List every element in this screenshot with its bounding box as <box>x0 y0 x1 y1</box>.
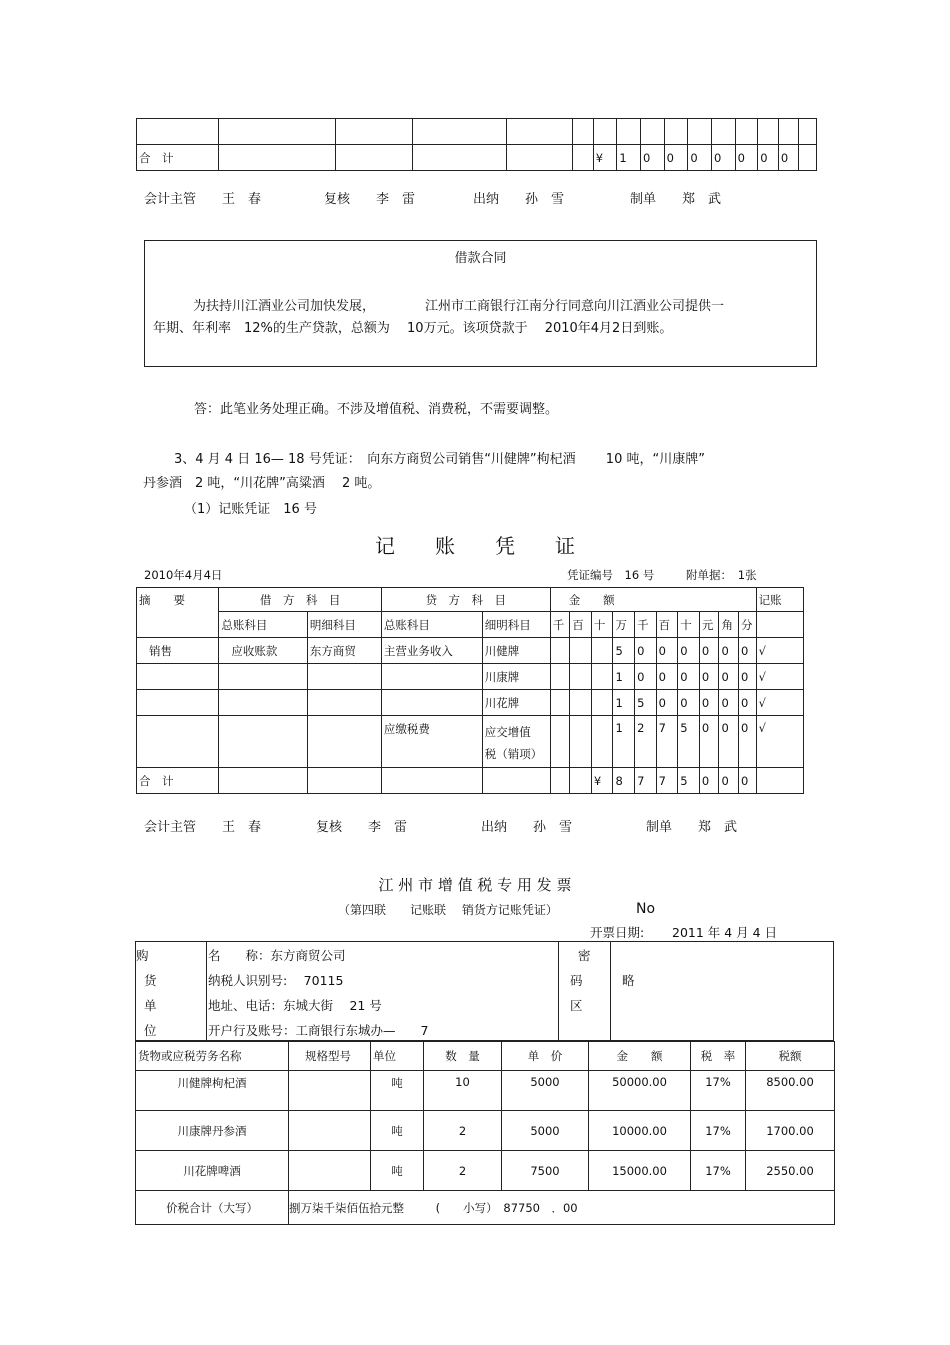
buyer-char: 位 <box>144 1023 157 1038</box>
row-digit: 0 <box>635 638 657 664</box>
invoice-total-value <box>289 1191 835 1225</box>
row-digit: 0 <box>678 664 700 690</box>
digit-header: 十 <box>678 612 700 638</box>
top-total-digit: 0 <box>758 145 779 171</box>
credit-detail-header: 细明科目 <box>482 612 550 638</box>
col-header-rate: 税 率 <box>691 1042 746 1071</box>
invoice-item-row <box>136 1151 835 1191</box>
item-price: 7500 <box>502 1151 589 1191</box>
row-digit <box>591 664 613 690</box>
row-digit <box>591 638 613 664</box>
row-digit: 0 <box>699 664 719 690</box>
voucher-total-row <box>137 768 804 794</box>
voucher-total-label: 合 计 <box>137 768 219 794</box>
invoice-subtitle: （第四联 记账联 销货方记账凭证） <box>338 903 558 917</box>
row-digit <box>570 638 592 664</box>
digit-header: 分 <box>738 612 756 638</box>
contract-line1-b: 江州市工商银行江南分行同意向川江酒业公司提供一 <box>425 299 725 314</box>
col-header-tax: 税额 <box>746 1042 835 1071</box>
voucher-row <box>137 690 804 716</box>
item-qty: 2 <box>424 1151 502 1191</box>
row-posted-mark: √ <box>756 638 803 664</box>
invoice-number-label: No <box>636 901 656 917</box>
voucher-row <box>137 716 804 768</box>
row-digit: 0 <box>738 664 756 690</box>
debit-detail-header: 明细科目 <box>307 612 381 638</box>
row-digit: 0 <box>719 638 739 664</box>
reviewer-signature: 复核 李 雷 <box>316 820 408 835</box>
item-unit: 吨 <box>371 1071 424 1111</box>
row-digit <box>550 664 570 690</box>
voucher-row <box>137 638 804 664</box>
row-digit: 0 <box>738 716 756 768</box>
row-debit-detail: 东方商贸 <box>307 638 381 664</box>
voucher-header-row <box>137 588 804 612</box>
row-digit <box>570 690 592 716</box>
item-rate: 17% <box>691 1071 746 1111</box>
buyer-address: 地址、电话：东城大街 21 号 <box>208 998 382 1013</box>
row-digit <box>570 716 592 768</box>
row-digit: 0 <box>699 690 719 716</box>
row-digit: 0 <box>719 664 739 690</box>
row-digit: 0 <box>678 690 700 716</box>
col-header-price: 单 价 <box>502 1042 589 1071</box>
credit-general-header: 总账科目 <box>381 612 482 638</box>
top-table <box>136 118 817 171</box>
voucher-title: 记 账 凭 证 <box>375 534 575 558</box>
invoice-total-label: 价税合计（大写） <box>136 1191 289 1225</box>
invoice-buyer-section <box>135 941 834 1041</box>
row-digit: 7 <box>656 716 678 768</box>
voucher-total-currency: ¥ <box>591 768 613 794</box>
top-total-digit: 0 <box>641 145 665 171</box>
invoice-total-upper: 捌万柒千柒佰伍拾元整 <box>289 1200 404 1215</box>
row-digit: 0 <box>656 690 678 716</box>
invoice-item-row <box>136 1111 835 1151</box>
item-unit: 吨 <box>371 1111 424 1151</box>
voucher-subheader-row <box>137 612 804 638</box>
digit-header: 角 <box>719 612 739 638</box>
invoice-title: 江 州 市 增 值 税 专 用 发 票 <box>378 876 572 894</box>
row-posted-mark: √ <box>756 664 803 690</box>
invoice-total-lower: ( 小写） 87750 ．00 <box>435 1200 578 1215</box>
row-digit <box>591 716 613 768</box>
digit-header: 千 <box>635 612 657 638</box>
amount-header: 金 额 <box>550 588 756 612</box>
col-header-qty: 数 量 <box>424 1042 502 1071</box>
row-posted-mark: √ <box>756 690 803 716</box>
item-amount: 10000.00 <box>589 1111 691 1151</box>
top-total-digit: 0 <box>711 145 735 171</box>
row-digit: 0 <box>719 690 739 716</box>
row-digit: 0 <box>738 690 756 716</box>
invoice-item-row <box>136 1071 835 1111</box>
row-credit-general: 主营业务收入 <box>381 638 482 664</box>
invoice-total-row <box>136 1191 835 1225</box>
item-name: 川花牌啤酒 <box>136 1151 289 1191</box>
top-total-label: 合 计 <box>137 145 219 171</box>
item-name: 川康牌丹参酒 <box>136 1111 289 1151</box>
row-digit: 1 <box>613 664 635 690</box>
row-digit <box>550 638 570 664</box>
buyer-bank: 开户行及账号：工商银行东城办— 7 <box>208 1023 429 1038</box>
voucher-number: 凭证编号 16 号 <box>567 568 655 582</box>
row-credit-detail: 川健牌 <box>482 638 550 664</box>
row-digit: 0 <box>738 638 756 664</box>
secret-char: 码 <box>570 973 583 988</box>
row-digit: 2 <box>635 716 657 768</box>
total-digit: 8 <box>613 768 635 794</box>
item3-sub: （1）记账凭证 16 号 <box>184 502 317 517</box>
digit-header: 百 <box>570 612 592 638</box>
row-digit: 1 <box>613 690 635 716</box>
row-digit: 0 <box>656 638 678 664</box>
contract-line1-a: 为扶持川江酒业公司加快发展， <box>193 299 376 314</box>
cashier-signature: 出纳 孙 雪 <box>473 192 565 207</box>
row-posted-mark: √ <box>756 716 803 768</box>
summary-header: 摘 要 <box>137 588 219 638</box>
row-summary: 销售 <box>137 638 219 664</box>
item-qty: 2 <box>424 1111 502 1151</box>
row-digit: 0 <box>699 638 719 664</box>
total-digit: 0 <box>699 768 719 794</box>
debit-general-header: 总账科目 <box>219 612 308 638</box>
row-credit-detail-line2: 税（销项） <box>484 747 543 761</box>
secret-char: 密 <box>578 948 591 963</box>
digit-header: 万 <box>613 612 635 638</box>
row-digit: 0 <box>678 638 700 664</box>
row-digit <box>550 716 570 768</box>
invoice-goods-header <box>136 1042 835 1071</box>
reviewer-signature: 复核 李 雷 <box>324 192 416 207</box>
contract-title: 借款合同 <box>454 251 507 266</box>
row-debit-general: 应收账款 <box>219 638 308 664</box>
item3-line1: 3、4 月 4 日 16— 18 号凭证： 向东方商贸公司销售“川健牌”枸杞酒 10 吨，“川康牌” <box>174 452 705 467</box>
digit-header: 元 <box>699 612 719 638</box>
row-credit-detail-line1: 应交增值 <box>484 725 531 739</box>
debit-header: 借 方 科 目 <box>219 588 382 612</box>
item3-line2: 丹参酒 2 吨，“川花牌”高粱酒 2 吨。 <box>143 476 381 491</box>
item-price: 5000 <box>502 1071 589 1111</box>
row-credit-general: 应缴税费 <box>381 716 482 768</box>
item-tax: 2550.00 <box>746 1151 835 1191</box>
col-header-unit: 单位 <box>371 1042 424 1071</box>
supervisor-signature: 会计主管 王 春 <box>144 192 262 207</box>
item-rate: 17% <box>691 1151 746 1191</box>
row-digit <box>591 690 613 716</box>
item-name: 川健牌枸杞酒 <box>136 1071 289 1111</box>
secret-char: 区 <box>570 998 583 1013</box>
posted-header: 记账 <box>756 588 803 612</box>
invoice-date-label: 开票日期: <box>590 925 645 940</box>
item-tax: 1700.00 <box>746 1111 835 1151</box>
invoice-goods-table <box>135 1041 835 1225</box>
row-digit: 0 <box>656 664 678 690</box>
row-digit: 5 <box>613 638 635 664</box>
top-total-digit: 0 <box>688 145 712 171</box>
total-digit: 0 <box>738 768 756 794</box>
cashier-signature: 出纳 孙 雪 <box>481 820 573 835</box>
top-total-digit: 1 <box>617 145 641 171</box>
buyer-char: 货 <box>144 973 157 988</box>
total-digit: 5 <box>678 768 700 794</box>
maker-signature: 制单 郑 武 <box>630 192 722 207</box>
voucher-date: 2010年4月4日 <box>144 568 223 582</box>
invoice-date: 2011 年 4 月 4 日 <box>672 925 778 940</box>
buyer-char: 单 <box>144 998 157 1013</box>
item-price: 5000 <box>502 1111 589 1151</box>
col-header-amount: 金 额 <box>589 1042 691 1071</box>
voucher-row <box>137 664 804 690</box>
top-table-row-blank <box>137 119 817 145</box>
col-header-spec: 规格型号 <box>289 1042 371 1071</box>
col-header-name: 货物或应税劳务名称 <box>136 1042 289 1071</box>
row-digit <box>550 690 570 716</box>
buyer-char: 购 <box>136 948 149 963</box>
item-amount: 50000.00 <box>589 1071 691 1111</box>
credit-header: 贷 方 科 目 <box>381 588 550 612</box>
top-total-digit: 0 <box>735 145 758 171</box>
row-credit-detail: 川康牌 <box>482 664 550 690</box>
row-digit: 0 <box>635 664 657 690</box>
item-qty: 10 <box>424 1071 502 1111</box>
item-amount: 15000.00 <box>589 1151 691 1191</box>
digit-header: 百 <box>656 612 678 638</box>
top-table-total-row <box>137 145 817 171</box>
row-digit: 5 <box>678 716 700 768</box>
buyer-taxid: 纳税人识别号: 70115 <box>208 973 344 988</box>
maker-signature: 制单 郑 武 <box>646 820 738 835</box>
row-credit-detail: 川花牌 <box>482 690 550 716</box>
digit-header: 千 <box>550 612 570 638</box>
buyer-name: 名 称：东方商贸公司 <box>208 948 346 963</box>
row-credit-detail <box>482 716 550 768</box>
top-total-currency: ¥ <box>593 145 617 171</box>
voucher-table <box>136 587 804 794</box>
digit-header: 十 <box>591 612 613 638</box>
top-total-digit: 0 <box>778 145 799 171</box>
total-digit: 7 <box>635 768 657 794</box>
row-digit: 0 <box>719 716 739 768</box>
row-digit: 1 <box>613 716 635 768</box>
item-unit: 吨 <box>371 1151 424 1191</box>
voucher-attachments: 附单据： 1张 <box>686 568 757 582</box>
row-digit <box>570 664 592 690</box>
contract-line2: 年期、年利率 12%的生产贷款，总额为 10万元。该项贷款于 2010年4月2日到账。 <box>153 321 673 336</box>
top-total-digit: 0 <box>664 145 688 171</box>
item-rate: 17% <box>691 1111 746 1151</box>
total-digit: 7 <box>656 768 678 794</box>
answer-text: 答：此笔业务处理正确。不涉及增值税、消费税，不需要调整。 <box>194 402 559 417</box>
secret-value: 略 <box>622 973 635 988</box>
row-digit: 5 <box>635 690 657 716</box>
supervisor-signature: 会计主管 王 春 <box>144 820 262 835</box>
item-tax: 8500.00 <box>746 1071 835 1111</box>
loan-contract-box <box>144 240 817 367</box>
total-digit: 0 <box>719 768 739 794</box>
row-digit: 0 <box>699 716 719 768</box>
